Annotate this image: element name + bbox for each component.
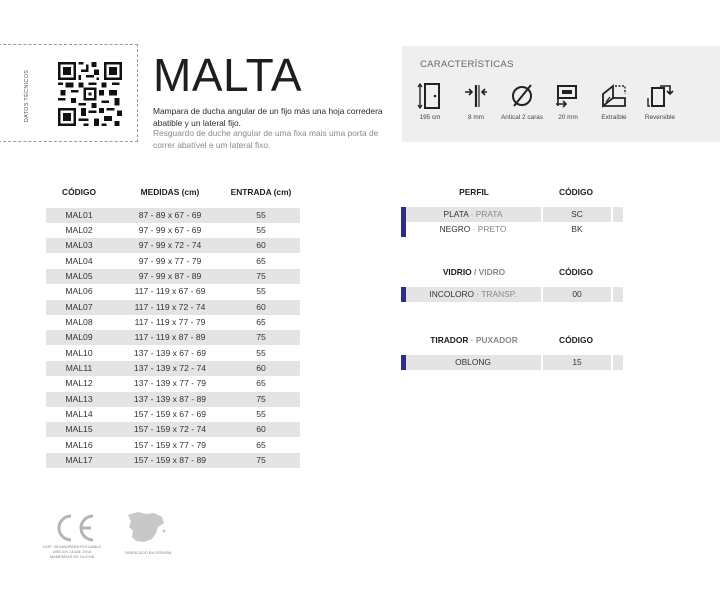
made-in-spain-text: FABRICADO EN ESPAÑA [124, 550, 172, 555]
cell-code: MAL15 [65, 424, 93, 435]
cell-code: MAL10 [65, 347, 93, 358]
table-row[interactable] [46, 208, 300, 223]
profile-code: SC [571, 209, 583, 219]
table-row[interactable] [46, 254, 300, 269]
glass-code-header: CÓDIGO [559, 267, 593, 277]
cell-entry: 60 [256, 301, 266, 312]
qr-code-icon[interactable] [58, 62, 122, 126]
table-row[interactable] [46, 438, 300, 453]
description-es: Mampara de ducha angular de un fijo más una hoja corredera abatible y un lateral fijo. [153, 106, 383, 128]
row-accent [401, 355, 406, 370]
row-accent [401, 207, 406, 222]
glass-header: VIDRIO / VIDRO [442, 267, 506, 277]
cell-measures: 137 - 139 x 67 - 69 [133, 347, 207, 358]
cell-entry: 75 [256, 332, 266, 343]
cell-entry: 60 [256, 363, 266, 373]
profile-header: PERFIL [459, 187, 489, 197]
cell-divider [611, 207, 613, 222]
characteristics-title: CARACTERÍSTICAS [420, 59, 514, 70]
table-row[interactable] [46, 376, 300, 391]
handle-code: 15 [572, 357, 582, 367]
cell-measures: 117 - 119 x 87 - 89 [134, 332, 206, 343]
glass-code: 00 [572, 289, 582, 299]
cell-code: MAL04 [65, 255, 93, 266]
cell-measures: 157 - 159 x 72 - 74 [133, 424, 207, 435]
characteristic-label: 20 mm [558, 114, 578, 121]
table-row[interactable] [46, 269, 300, 284]
handle-code-header: CÓDIGO [559, 335, 593, 345]
cell-code: MAL05 [65, 270, 93, 281]
profile-code: BK [571, 224, 583, 234]
cell-code: MAL08 [65, 316, 93, 327]
cell-entry: 55 [256, 347, 266, 358]
cell-code: MAL06 [65, 286, 93, 297]
description-pt: Resguardo de duche angular de uma fixa mais uma porta de correr abatível e um lateral fixo. [153, 128, 379, 150]
table-row[interactable] [46, 422, 300, 437]
door-height-icon [417, 82, 443, 110]
cell-measures: 137 - 139 x 87 - 89 [133, 393, 207, 404]
table-row[interactable] [46, 238, 300, 253]
removable-icon [600, 82, 628, 110]
profile-name: NEGRO · PRETO [439, 224, 507, 234]
cell-entry: 75 [256, 455, 266, 466]
cell-measures: 97 - 99 x 87 - 89 [138, 270, 202, 281]
cell-code: MAL01 [65, 209, 93, 220]
cell-measures: 157 - 159 x 77 - 79 [133, 439, 207, 450]
cell-entry: 60 [256, 424, 266, 435]
handle-name: OBLONG [455, 357, 491, 367]
cell-code: MAL17 [65, 455, 93, 466]
profile-row[interactable] [401, 222, 623, 237]
header-code: CÓDIGO [62, 187, 96, 197]
row-accent [401, 287, 406, 302]
product-title: MALTA [153, 49, 303, 101]
cell-entry: 65 [256, 255, 266, 266]
cell-code: MAL02 [65, 224, 93, 235]
cell-code: MAL16 [65, 439, 93, 450]
cell-measures: 157 - 159 x 67 - 69 [133, 409, 207, 420]
handle-header: TIRADOR · PUXADOR [430, 335, 518, 345]
cell-divider [611, 355, 613, 370]
reversible-icon [646, 82, 674, 110]
cell-measures: 97 - 99 x 72 - 74 [138, 240, 202, 251]
profile-row[interactable] [401, 207, 623, 222]
characteristic-label: 195 cm [419, 114, 441, 121]
characteristics-panel [402, 46, 720, 142]
characteristic-removable [591, 82, 637, 122]
characteristic-reversible [637, 82, 683, 122]
cell-entry: 55 [256, 286, 266, 297]
cell-code: MAL14 [65, 409, 93, 420]
table-row[interactable] [46, 346, 300, 361]
cell-entry: 75 [256, 270, 266, 281]
header-entry: ENTRADA (cm) [230, 187, 292, 197]
cell-code: MAL07 [65, 301, 93, 312]
characteristic-label: 8 mm [468, 114, 484, 121]
glass-thickness-icon [463, 82, 489, 110]
header-measures: MEDIDAS (cm) [140, 187, 200, 197]
table-row[interactable] [46, 407, 300, 422]
cell-entry: 65 [256, 439, 266, 450]
cell-entry: 75 [256, 393, 266, 404]
characteristic-thickness [453, 82, 499, 122]
table-row[interactable] [46, 315, 300, 330]
cell-measures: 117 - 119 x 67 - 69 [134, 286, 206, 297]
tech-data-label: DATOS TÉCNICOS [24, 69, 30, 123]
cell-measures: 87 - 89 x 67 - 69 [138, 209, 202, 220]
table-row[interactable] [46, 453, 300, 468]
ce-certification-text: DOP: 08 MAMPARA PLEGABLE UNE-EN 14428: 2016 MAMPARAS DE DUCHA [42, 544, 102, 559]
cell-divider [611, 287, 613, 302]
cell-measures: 97 - 99 x 77 - 79 [138, 255, 202, 266]
table-row[interactable] [46, 223, 300, 238]
cell-entry: 55 [256, 409, 266, 420]
characteristic-adjustment [545, 82, 591, 122]
table-row[interactable] [46, 300, 300, 315]
table-row[interactable] [46, 392, 300, 407]
cell-measures: 117 - 119 x 77 - 79 [134, 316, 206, 327]
anti-limescale-icon [509, 82, 535, 110]
table-row[interactable] [46, 330, 300, 345]
spain-map-icon [124, 509, 168, 547]
characteristic-height [407, 82, 453, 122]
cell-code: MAL03 [65, 240, 93, 251]
ce-mark-icon [52, 512, 96, 544]
cell-entry: 65 [256, 316, 266, 327]
glass-row[interactable] [401, 287, 623, 302]
table-row[interactable] [46, 361, 300, 376]
cell-code: MAL11 [65, 363, 93, 373]
characteristic-label: Antical 2 caras [501, 114, 543, 121]
cell-code: MAL12 [65, 378, 93, 389]
cell-measures: 97 - 99 x 67 - 69 [138, 224, 202, 235]
handle-row[interactable] [401, 355, 623, 370]
cell-code: MAL13 [65, 393, 93, 404]
cell-measures: 137 - 139 x 77 - 79 [133, 378, 207, 389]
cell-entry: 55 [256, 209, 266, 220]
characteristic-label: Extraíble [601, 114, 627, 121]
adjustment-icon [554, 82, 582, 110]
cell-entry: 60 [256, 240, 266, 251]
cell-measures: 137 - 139 x 72 - 74 [133, 363, 207, 373]
cell-entry: 65 [256, 378, 266, 389]
table-row[interactable] [46, 284, 300, 299]
profile-name: PLATA · PRATA [443, 209, 503, 219]
profile-code-header: CÓDIGO [559, 187, 593, 197]
cell-entry: 55 [256, 224, 266, 235]
cell-code: MAL09 [65, 332, 93, 343]
characteristic-label: Reversible [644, 114, 676, 121]
cell-measures: 117 - 119 x 72 - 74 [134, 301, 206, 312]
row-accent [401, 222, 406, 237]
cell-measures: 157 - 159 x 87 - 89 [133, 455, 207, 466]
glass-name: INCOLORO · TRANSP. [429, 289, 517, 299]
characteristic-antical [499, 82, 545, 122]
